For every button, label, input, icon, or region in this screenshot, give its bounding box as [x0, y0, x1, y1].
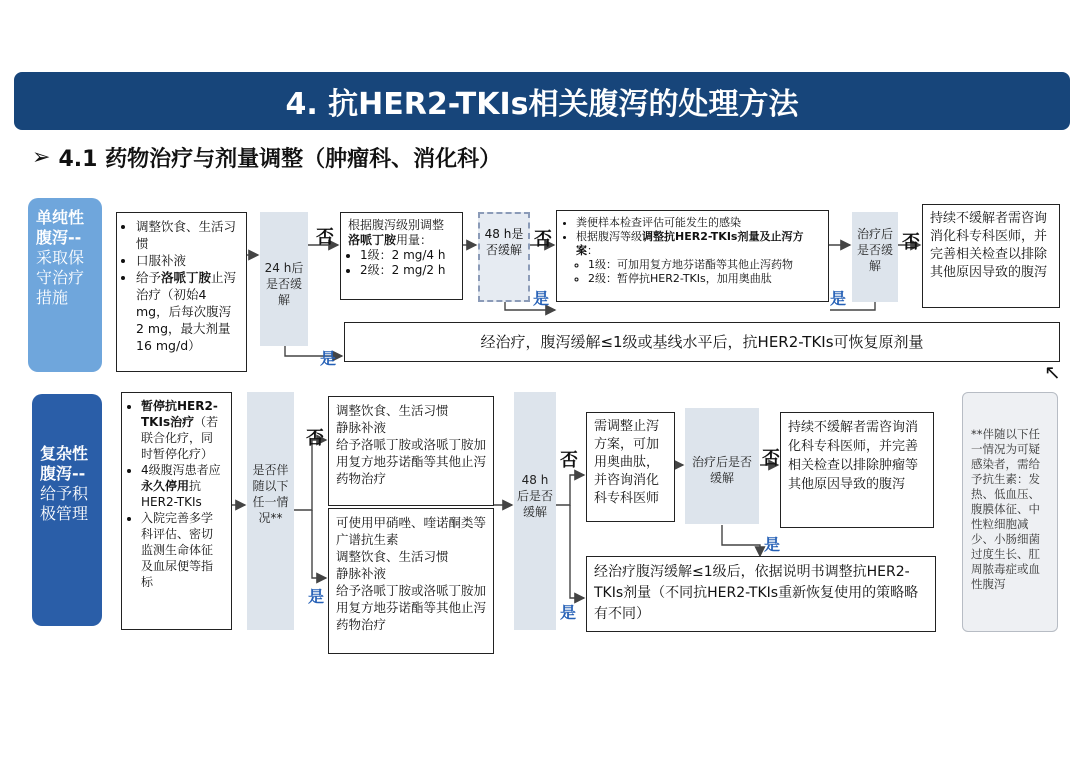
- simple-no-label: 否: [902, 232, 920, 253]
- complex-initial-item: • 暂停抗HER2-TKIs治疗（若联合化疗，同时暂停化疗）: [141, 398, 224, 462]
- complex-initial-item: • 4级腹泻患者应永久停用抗HER2-TKIs: [141, 462, 224, 510]
- complex-yes-label: 是: [308, 587, 325, 606]
- complex-initial-item: • 入院完善多学科评估、密切监测生命体征及血尿便等指标: [141, 510, 224, 590]
- complex-adjust-box: 需调整止泻方案，可加用奥曲肽，并咨询消化科专科医师: [586, 412, 675, 522]
- simple-dose-adjust: [556, 210, 829, 302]
- simple-diarrhea-category: [28, 198, 102, 372]
- complex-consult-box: 持续不缓解者需咨询消化科专科医师，并完善相关检查以排除肿瘤等其他原因导致的腹泻: [780, 412, 934, 528]
- complex-diarrhea-category: [32, 394, 102, 626]
- simple-no-label: 否: [316, 227, 334, 248]
- simple-initial-item: • 调整饮食、生活习惯: [136, 218, 239, 252]
- page-title: 4. 抗HER2-TKIs相关腹泻的处理方法: [14, 72, 1070, 130]
- simple-initial-treatment: [116, 212, 247, 372]
- simple-adjust-item: • 1级：2 mg/4 h: [360, 248, 455, 263]
- simple-yes-label: 是: [533, 289, 550, 308]
- simple-48h-check: 48 h是否缓解: [478, 212, 530, 302]
- simple-category-head: 单纯性腹泻--: [36, 208, 85, 247]
- simple-dose-subitem: ◦ 1级：可加用复方地芬诺酯等其他止泻药物: [588, 258, 821, 272]
- complex-treatment-suspected-infection: 可使用甲硝唑、喹诺酮类等广谱抗生素 调整饮食、生活习惯 静脉补液 给予洛哌丁胺或洛哌丁胺加用复方地芬诺酯等其他止泻药物治疗: [328, 508, 494, 654]
- complex-recovery-box: 经治疗腹泻缓解≤1级后，依据说明书调整抗HER2-TKIs剂量（不同抗HER2-TKIs重新恢复使用的策略略有不同）: [586, 556, 936, 632]
- complex-category-head: 复杂性腹泻--: [40, 444, 89, 483]
- simple-24h-check: 24 h后是否缓解: [260, 212, 308, 346]
- mouse-cursor-icon: ↖: [1044, 360, 1061, 384]
- simple-yes-label: 是: [830, 289, 847, 308]
- simple-no-label: 否: [534, 229, 552, 250]
- complex-category-sub: 给予积极管理: [40, 484, 89, 523]
- simple-initial-item: • 给予洛哌丁胺止泻治疗（初始4 mg，后每次腹泻2 mg，最大剂量16 mg/d）: [136, 269, 239, 354]
- simple-yes-label: 是: [320, 349, 337, 368]
- complex-yes-label: 是: [560, 603, 577, 622]
- simple-category-sub: 采取保守治疗措施: [36, 248, 85, 307]
- simple-dose-subitem: ◦ 2级：暂停抗HER2-TKIs，加用奥曲肽: [588, 272, 821, 286]
- simple-after-treatment-check: 治疗后是否缓解: [852, 212, 898, 302]
- complex-no-label: 否: [560, 450, 578, 471]
- footnote-scroll: **伴随以下任一情况为可疑感染者，需给予抗生素：发热、低血压、腹膜体征、中性粒细胞减少、小肠细菌过度生长、肛周脓毒症或血性腹泻: [962, 392, 1058, 632]
- complex-yes-label: 是: [764, 535, 781, 554]
- simple-loperamide-adjust: 根据腹泻级别调整洛哌丁胺用量： • 1级：2 mg/4 h • 2级：2 mg/2 h: [340, 212, 463, 300]
- simple-dose-item: • 根据腹泻等级调整抗HER2-TKIs剂量及止泻方案： ◦ 1级：可加用复方地芬诺酯等其他止泻药物 ◦ 2级：暂停抗HER2-TKIs，加用奥曲肽: [576, 230, 821, 286]
- simple-consult-box: 持续不缓解者需咨询消化科专科医师，并完善相关检查以排除其他原因导致的腹泻: [922, 204, 1060, 308]
- complex-initial-treatment: [121, 392, 232, 630]
- complex-no-label: 否: [306, 428, 324, 449]
- simple-adjust-item: • 2级：2 mg/2 h: [360, 263, 455, 278]
- complex-no-label: 否: [762, 448, 780, 469]
- simple-dose-item: • 粪便样本检查评估可能发生的感染: [576, 216, 821, 230]
- complex-after-treatment-check: 治疗后是否缓解: [685, 408, 759, 524]
- complex-treatment-no-infection: 调整饮食、生活习惯 静脉补液 给予洛哌丁胺或洛哌丁胺加用复方地芬诺酯等其他止泻药物治疗: [328, 396, 494, 506]
- complex-condition-check: 是否伴随以下任一情况**: [247, 392, 294, 630]
- simple-initial-item: • 口服补液: [136, 252, 239, 269]
- complex-48h-check: 48 h后是否缓解: [514, 392, 556, 630]
- section-marker-icon: ➢: [32, 145, 51, 170]
- simple-recovery-box: 经治疗，腹泻缓解≤1级或基线水平后，抗HER2-TKIs可恢复原剂量: [344, 322, 1060, 362]
- section-title: 4.1 药物治疗与剂量调整（肿瘤科、消化科）: [58, 147, 502, 172]
